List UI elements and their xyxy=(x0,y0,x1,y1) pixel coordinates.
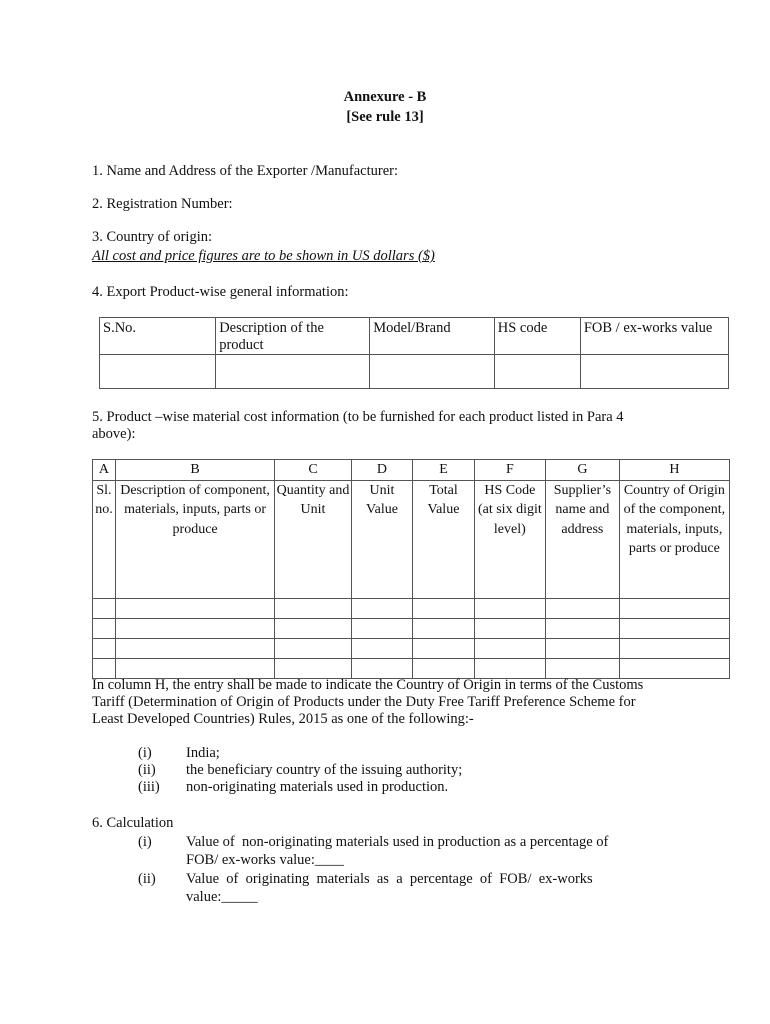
material-cost-table xyxy=(92,459,730,679)
item-material-cost-info-cont: above): xyxy=(92,426,136,442)
header-fob-value: FOB / ex-works value xyxy=(580,318,728,355)
cell[interactable] xyxy=(474,658,545,678)
origin-list-num: (i) xyxy=(138,745,152,761)
cell[interactable] xyxy=(93,638,116,658)
cell[interactable] xyxy=(413,638,474,658)
cell[interactable] xyxy=(619,638,729,658)
cell[interactable] xyxy=(546,658,620,678)
header-sno: S.No. xyxy=(100,318,216,355)
cell[interactable] xyxy=(115,618,274,638)
calculation-originating: Value of originating materials as a percentage of FOB/ ex-works xyxy=(186,871,593,887)
origin-list-item: the beneficiary country of the issuing authority; xyxy=(186,762,463,778)
cell-sno[interactable] xyxy=(100,355,216,389)
header-component-description: Description of component, materials, inputs, parts or produce xyxy=(115,480,274,598)
column-h-note-line1: In column H, the entry shall be made to indicate the Country of Origin in terms of the Customs xyxy=(92,677,644,693)
usd-note: All cost and price figures are to be shown in US dollars ($) xyxy=(92,248,435,264)
column-h-note-line3: Least Developed Countries) Rules, 2015 as one of the following:- xyxy=(92,711,474,727)
cell-fob-value[interactable] xyxy=(580,355,728,389)
item-country-of-origin: 3. Country of origin: xyxy=(92,229,213,245)
cell[interactable] xyxy=(413,658,474,678)
cell[interactable] xyxy=(93,658,116,678)
cell[interactable] xyxy=(275,658,352,678)
column-h-note-line2: Tariff (Determination of Origin of Products under the Duty Free Tariff Preference Scheme for xyxy=(92,694,636,710)
calculation-non-originating-value[interactable]: FOB/ ex-works value:____ xyxy=(186,852,344,868)
cell-hs-code[interactable] xyxy=(494,355,580,389)
origin-list-num: (ii) xyxy=(138,762,156,778)
cell[interactable] xyxy=(351,618,412,638)
calculation-num: (ii) xyxy=(138,871,156,887)
cell[interactable] xyxy=(351,658,412,678)
header-sl-no: Sl. no. xyxy=(93,480,116,598)
cell[interactable] xyxy=(115,638,274,658)
col-letter-c: C xyxy=(275,460,352,481)
calculation-originating-value[interactable]: value:_____ xyxy=(186,889,258,905)
header-country-of-origin: Country of Origin of the component, materials, inputs, parts or produce xyxy=(619,480,729,598)
cell[interactable] xyxy=(115,658,274,678)
cell[interactable] xyxy=(275,618,352,638)
table-row xyxy=(93,618,730,638)
cell[interactable] xyxy=(546,598,620,618)
table-header-row xyxy=(100,318,729,355)
item-export-product-info: 4. Export Product-wise general information: xyxy=(92,284,349,300)
header-supplier: Supplier’s name and address xyxy=(546,480,620,598)
cell[interactable] xyxy=(619,618,729,638)
header-hs-code: HS code xyxy=(494,318,580,355)
export-product-table xyxy=(99,317,729,389)
cell[interactable] xyxy=(115,598,274,618)
table-row xyxy=(100,355,729,389)
column-letter-row xyxy=(93,460,730,481)
col-letter-a: A xyxy=(93,460,116,481)
header-unit-value: Unit Value xyxy=(351,480,412,598)
col-letter-b: B xyxy=(115,460,274,481)
cell[interactable] xyxy=(351,598,412,618)
cell[interactable] xyxy=(474,618,545,638)
table-row xyxy=(93,638,730,658)
col-letter-e: E xyxy=(413,460,474,481)
item-exporter-name-address: 1. Name and Address of the Exporter /Manufacturer: xyxy=(92,163,399,179)
calculation-heading: 6. Calculation xyxy=(92,815,174,831)
col-letter-f: F xyxy=(474,460,545,481)
table-header-row xyxy=(93,480,730,598)
cell[interactable] xyxy=(619,658,729,678)
origin-list-item: non-originating materials used in production. xyxy=(186,779,449,795)
origin-list-item: India; xyxy=(186,745,220,761)
col-letter-g: G xyxy=(546,460,620,481)
cell[interactable] xyxy=(93,598,116,618)
table-row xyxy=(93,658,730,678)
cell[interactable] xyxy=(275,598,352,618)
header-total-value: Total Value xyxy=(413,480,474,598)
item-material-cost-info: 5. Product –wise material cost information (to be furnished for each product listed in Para 4 xyxy=(92,409,624,425)
origin-list-num: (iii) xyxy=(138,779,160,795)
cell[interactable] xyxy=(351,638,412,658)
header-description: Description of the product xyxy=(216,318,370,355)
annexure-title: Annexure - B xyxy=(343,89,427,105)
cell-model-brand[interactable] xyxy=(370,355,495,389)
header-hs-code: HS Code (at six digit level) xyxy=(474,480,545,598)
cell[interactable] xyxy=(546,618,620,638)
cell[interactable] xyxy=(474,638,545,658)
calculation-num: (i) xyxy=(138,834,152,850)
calculation-non-originating: Value of non-originating materials used in production as a percentage of xyxy=(186,834,609,850)
col-letter-h: H xyxy=(619,460,729,481)
header-quantity-unit: Quantity and Unit xyxy=(275,480,352,598)
cell[interactable] xyxy=(93,618,116,638)
rule-reference: [See rule 13] xyxy=(346,109,424,125)
table-row xyxy=(93,598,730,618)
cell[interactable] xyxy=(474,598,545,618)
cell[interactable] xyxy=(619,598,729,618)
cell[interactable] xyxy=(546,638,620,658)
header-model-brand: Model/Brand xyxy=(370,318,495,355)
item-registration-number: 2. Registration Number: xyxy=(92,196,233,212)
col-letter-d: D xyxy=(351,460,412,481)
cell[interactable] xyxy=(413,598,474,618)
cell[interactable] xyxy=(275,638,352,658)
cell[interactable] xyxy=(413,618,474,638)
cell-description[interactable] xyxy=(216,355,370,389)
